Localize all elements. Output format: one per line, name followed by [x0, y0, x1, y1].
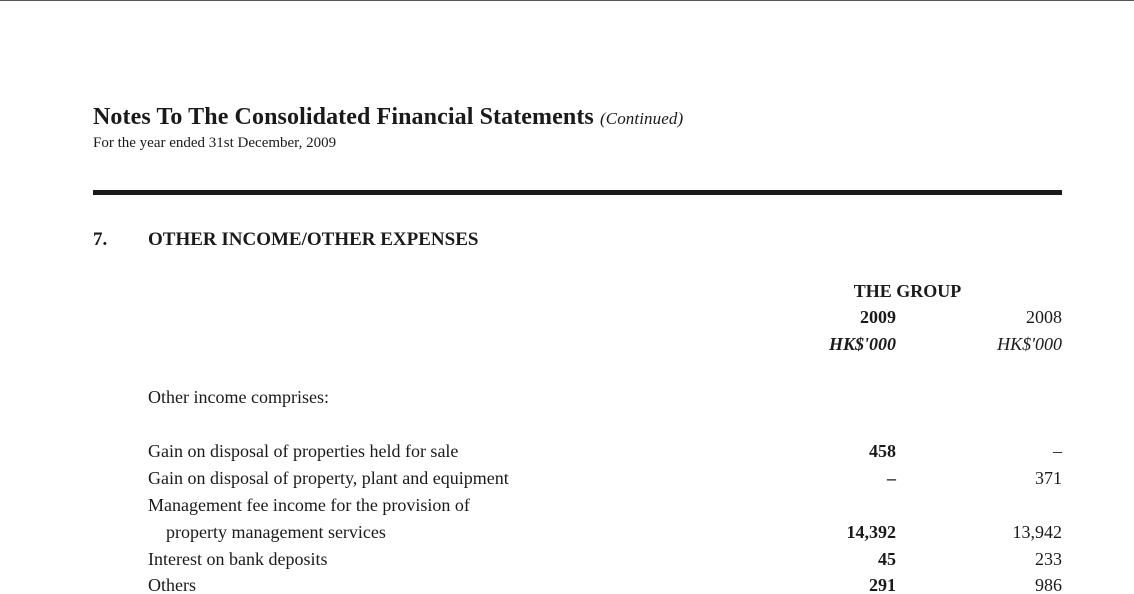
row-value-prior: 371: [1035, 468, 1062, 488]
row-value-prior: 233: [1035, 549, 1062, 569]
table-row: [0, 549, 1134, 576]
page-subtitle: For the year ended 31st December, 2009: [93, 135, 337, 151]
table-row: [0, 495, 1134, 522]
table-row: [0, 468, 1134, 495]
page-title-text: Notes To The Consolidated Financial Statements: [93, 104, 594, 130]
row-label: Gain on disposal of properties held for sale: [148, 441, 459, 461]
continued-label: (Continued): [600, 109, 684, 128]
group-column-label: THE GROUP: [853, 281, 962, 301]
table-row: [0, 575, 1134, 594]
page-top-border: [0, 0, 1134, 1]
table-row: [0, 441, 1134, 468]
row-value-current: 14,392: [846, 522, 896, 542]
row-label: Management fee income for the provision of: [148, 495, 470, 515]
row-value-current: 291: [869, 575, 896, 594]
section-title: OTHER INCOME/OTHER EXPENSES: [148, 229, 479, 250]
row-value-prior: 13,942: [1012, 522, 1062, 542]
row-label-continuation: property management services: [166, 522, 386, 542]
page-title: [93, 104, 683, 131]
column-year-current: 2009: [860, 307, 896, 327]
table-intro: Other income comprises:: [148, 387, 329, 407]
row-value-current: 45: [878, 549, 896, 569]
section-number: 7.: [93, 229, 108, 250]
row-label: Gain on disposal of property, plant and equipment: [148, 468, 509, 488]
column-unit-prior: HK$'000: [997, 334, 1062, 354]
row-value-prior: 986: [1035, 575, 1062, 594]
column-year-prior: 2008: [1026, 307, 1062, 327]
row-label: Others: [148, 575, 196, 594]
header-divider: [93, 190, 1062, 195]
table-row-continuation: [0, 522, 1134, 549]
row-label: Interest on bank deposits: [148, 549, 328, 569]
row-value-prior: –: [1053, 441, 1062, 461]
column-unit-current: HK$'000: [828, 334, 896, 354]
row-value-current: –: [887, 468, 896, 488]
row-value-current: 458: [869, 441, 896, 461]
